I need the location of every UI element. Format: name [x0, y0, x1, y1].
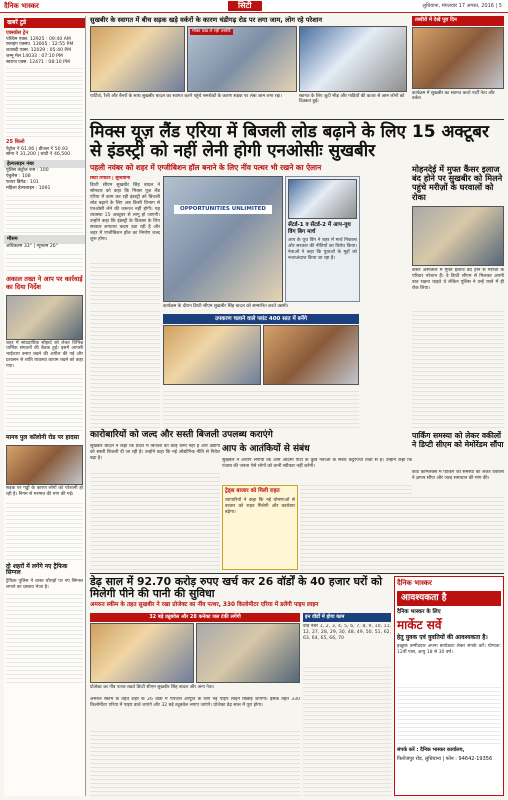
mid-body-2: सुखबीर ने आरोप लगाया कि आम आदमी पार्टी के कुछ नेताओं के संबंध कट्टरपंथी तत्वों से हैं। उन्होंने कहा कि पंजाब की जनता ऐसे लोगों को कभी स्वीकार नहीं करेगी। — [222, 458, 412, 469]
bottom-photo-band: 32 बड़े ट्यूबवेल और 28 कनेक्ट जल टंकी लगेंगी — [90, 613, 300, 622]
mid-photo-1 — [163, 325, 261, 385]
inset-body: आप के यूथ विंग ने शहर में मार्च निकाला और सरकार की नीतियों का विरोध किया। नेताओं ने कहा कि युवाओं के मुद्दों को नजरअंदाज किया जा रहा है। — [288, 237, 357, 261]
mid-photo-2 — [263, 325, 359, 385]
mid-body-1-lines — [90, 470, 220, 570]
mid-headline-1: कारोबारियों को जल्द और सस्ती बिजली उपलब्ध कराएंगे — [90, 430, 273, 440]
train-line: जम्मू मेल 14033 : 07:10 PM — [6, 53, 63, 59]
main-body-lines — [90, 262, 160, 304]
left-story2-headline: मानव पुल कॉलोनी रोड पर हादसा — [6, 434, 80, 442]
top-photo-3 — [299, 26, 407, 92]
bottom-body: अमरुत स्कीम के तहत शहर के 26 वॉर्डों में पेयजल आपूर्ति के लिए नई पाइप लाइन बिछाई जाएगी। इसके तहत 330 किलोमीटर एरिया में पाइप डाले जाएंगे और 32 बड़े ट्यूबवेल लगाए जाएंगे। प्रोजेक्ट डेढ़ साल में पूरा होगा। — [90, 697, 300, 708]
helpline-band: हेल्पलाइन नंबर — [4, 160, 85, 168]
train-line: शताब्दी एक्स. 12029 : 05:40 PM — [6, 48, 72, 54]
helpline-item: महिला हेल्पलाइन : 1091 — [6, 185, 51, 191]
left-story-body: शहर में सांप्रदायिक सौहार्द को लेकर विभिन्न धार्मिक संगठनों की बैठक हुई। इसमें आपसी भाईचारा बनाए रखने की अपील की गई और प्रशासन से शांति व्यवस्था कायम रखने को कहा गया। — [6, 340, 83, 369]
trade-inset-body: व्यापारियों ने कहा कि नई घोषणाओं से बाजार को राहत मिलेगी और कारोबार बढ़ेगा। — [225, 497, 295, 515]
bottom-caption: प्रोजेक्ट का नींव पत्थर रखते डिप्टी सीएम सुखबीर सिंह बादल और अन्य नेता। — [90, 685, 215, 690]
train-line: पश्चिम एक्स. 12925 : 09:40 AM — [6, 36, 71, 42]
top-photo-label: मौका देख ले रही तस्वीरें — [192, 29, 231, 34]
left-story3-body: ट्रैफिक पुलिस ने व्यस्त चौराहों पर नए सिग्नल लगाने का प्रस्ताव भेजा है। — [6, 579, 83, 591]
mid-headline-2: आप के आतंकियों से संबंध — [222, 444, 310, 454]
ward-box-body: वॉर्ड नंबर 1, 2, 3, 4, 5, 6, 7, 8, 9, 10, 11, 12, 27, 28, 29, 30, 48, 49, 50, 51, 62, 63, 64, 65, 66, 70 — [303, 624, 391, 641]
main-headline: मिक्स यूज़ लैंड एरिया में बिजली लोड बढ़ाने के लिए 15 अक्टूबर से इंडस्ट्री को नहीं लेनी होगी एनओसीः सुखबीर — [90, 122, 489, 162]
left-story3-lines — [6, 593, 83, 683]
brand-logo: दैनिक भास्कर — [4, 2, 39, 10]
left-story3-headline: दो शहरों में लगेंगे नए ट्रैफिक सिग्नल — [6, 562, 68, 577]
bottom-photo-1 — [90, 623, 194, 683]
inset-box — [285, 176, 360, 302]
mid-body-3: कोर्ट कॉम्प्लेक्स में पार्किंग की समस्या को लेकर वकीलों ने ज्ञापन सौंपा और जल्द समाधान की मांग की। — [412, 470, 504, 481]
main-body: डिप्टी सीएम सुखबीर सिंह बादल ने सोमवार को कहा कि मिक्स यूज़ लैंड एरिया में काम कर रही इंडस्ट्री को बिजली लोड बढ़ाने के लिए अब किसी विभाग से एनओसी लेने की जरूरत नहीं होगी। यह व्यवस्था 15 अक्टूबर से लागू हो जाएगी। उन्होंने कहा कि इंडस्ट्री के विकास के लिए सरकार लगातार कदम उठा रही है और शहर में एग्जीबिशन हॉल का निर्माण जल्द शुरू होगा। — [90, 182, 160, 242]
section-label: सिटी — [228, 1, 262, 11]
rate-line: सोना ₹ 31,200 | चांदी ₹ 46,500 — [6, 152, 71, 158]
side-body: कैंसर अस्पताल में मुफ्त इलाज बंद होने से मरीजों के परिवार परेशान हैं। वे डिप्टी सीएम से मिलकर अपनी बात रखना चाहते थे लेकिन पुलिस ने उन्हें रास्ते में ही रोक लिया। — [412, 268, 504, 291]
mid-body-3-lines — [412, 496, 504, 570]
helpline-item: एंबुलेंस : 108 — [6, 174, 31, 180]
job-advertisement — [394, 576, 504, 796]
top-headline: सुखबीर के स्वागत में बीच सड़क खड़े वर्करों के कारण चंडीगढ़ रोड पर लगा जाम, लोग रहे परेशान — [90, 16, 323, 24]
weather-band: मौसम — [4, 235, 85, 243]
left-story2-body: सड़क पर गड्ढों के कारण लोगों को परेशानी हो रही है। निगम से मरम्मत की मांग की गई। — [6, 486, 83, 497]
ad-body: इच्छुक उम्मीदवार अपना बायोडाटा लेकर संपर्क करें। योग्यता: 12वीं पास, आयु 18 से 30 वर्ष। — [397, 644, 501, 656]
left-story-lines — [6, 371, 83, 431]
mid-photo-caption-lines — [163, 388, 359, 428]
side-photo — [412, 206, 504, 266]
top-right-caption: कार्यक्रम में सुखबीर का स्वागत करते पार्टी नेता और वर्कर। — [412, 91, 495, 102]
mid-body-2-lines — [300, 485, 412, 570]
bottom-subhead: अमरुत स्कीम के तहत सुखबीर ने रखा प्रोजेक्ट का नींव पत्थर, 330 किलोमीटर एरिया में डलेंगी पाइप लाइन — [90, 602, 319, 608]
helpline-item: पुलिस कंट्रोल रूम : 100 — [6, 168, 49, 174]
helpline-lines — [6, 193, 83, 233]
top-right-photo — [412, 27, 504, 89]
ad-line2: हेतु युवक एवं युवतियों की आवश्यकता है। — [397, 633, 488, 641]
issue-date: लुधियाना, मंगलवार 17 अगस्त, 2016 | 5 — [422, 3, 502, 9]
left-box-title: खबरें टुडे — [4, 18, 85, 28]
divider — [90, 119, 504, 120]
side-continuation-lines — [412, 308, 504, 428]
ward-box-title: इन वॉर्डों में होगा काम — [303, 613, 391, 622]
bottom-body-lines — [90, 728, 300, 796]
left-story2-lines — [6, 500, 83, 560]
ad-big-text: मार्केट सर्वे — [397, 617, 442, 632]
weather-lines — [6, 251, 83, 271]
main-subhead: पहली नवंबर को शहर में एग्जीबिशन हॉल बनाने के लिए नींव पत्थर भी रखने का ऐलान — [90, 163, 322, 172]
main-byline: सिटी रिपोर्टर | लुधियाना — [90, 176, 131, 181]
inset-photo — [288, 179, 357, 219]
left-box2-title: 25 किलो — [6, 139, 25, 146]
col1-continuation-lines — [90, 310, 160, 428]
photo-band: उपकरण चलाने वाले प्लांट 400 सात में बनेंगे — [163, 314, 359, 324]
top-caption-2: स्वागत के लिए जुटी भीड़ और गाड़ियों की कतार से आम लोगों को दिक्कत हुई। — [299, 94, 405, 105]
mid-body-1: सुखबीर बादल ने कहा कि प्रदेश में बिजली की कोई कमी नहीं है और उद्योगों को सस्ती बिजली दी जा रही है। उन्होंने कहा कि नई औद्योगिक नीति से निवेश बढ़ा है। — [90, 444, 220, 461]
weather-text: अधिकतम 33° | न्यूनतम 26° — [6, 243, 59, 249]
schedule-lines — [6, 67, 83, 137]
ad-contact: फिरोजपुर रोड, लुधियाना | फोन : 94642-19356 — [397, 755, 493, 762]
left-box-sub: एक्सप्रेस ट्रेन — [6, 29, 29, 36]
bottom-photo-2 — [196, 623, 300, 683]
train-line: फ्लाइंग एक्सप. 13005 : 12:55 PM — [6, 42, 74, 48]
top-photo-1 — [90, 26, 185, 92]
trade-inset-title: ट्रेड्स बाजार को मिली राहत — [225, 488, 280, 494]
top-right-label: तस्वीरों में देखें पूरा दिन — [412, 16, 504, 26]
helpline-item: फायर ब्रिगेड : 101 — [6, 179, 39, 185]
ad-line1: दैनिक भास्कर के लिए — [397, 609, 441, 615]
inset-title: सेंटर्ड-1 व सेंटर्ड-2 में आप-यूथ विंग बिग मार्च — [288, 222, 351, 235]
side-headline: मोहनदेई में मुफ्त कैंसर इलाज बंद होने पर सुखबीर को मिलने पहुंचे मरीज़ों के घरवालों को रोका — [412, 164, 503, 202]
trade-inset — [222, 485, 298, 570]
divider — [90, 573, 504, 574]
bottom-headline: डेढ़ साल में 92.70 करोड़ रुपए खर्च कर 26 वॉर्डों के 40 हजार घरों को मिलेगी पीने की पानी की सुविधा — [90, 575, 383, 601]
ad-badge: आवश्यकता है — [397, 591, 501, 606]
ad-body-lines — [397, 684, 501, 744]
mid-headline-3: पार्किंग समस्या को लेकर वकीलों ने डिप्टी सीएम को मेमोरेंडम सौंपा — [412, 431, 504, 449]
left-column — [4, 16, 86, 796]
left-story-photo — [6, 295, 83, 340]
train-line: स्वराज एक्स. 12471 : 08:10 PM — [6, 59, 70, 65]
left-story-headline: अकाल तख्त ने आप पर कार्रवाई का दिया निर्देश — [6, 275, 83, 292]
main-photo — [163, 176, 283, 302]
ward-box-lines — [303, 666, 391, 796]
rate-line: पेट्रोल ₹ 61.06 | डीजल ₹ 50.93 — [6, 146, 68, 152]
ad-contact-label: संपर्क करें : दैनिक भास्कर कार्यालय, — [397, 747, 465, 754]
left-story2-photo — [6, 445, 83, 485]
main-photo-banner: OPPORTUNITIES UNLIMITED — [174, 205, 272, 214]
top-caption-1: पार्टियां, रैली और बैनरों के साथ सुखबीर बादल का स्वागत करने पहुंचे समर्थकों के कारण सड़क पर लंबा जाम लगा रहा। — [90, 94, 282, 99]
main-photo-caption: कार्यक्रम के दौरान डिप्टी सीएम सुखबीर सिंह बादल को सम्मानित करते उद्यमी। — [163, 304, 289, 309]
top-photo-2 — [187, 26, 297, 92]
ad-brand: दैनिक भास्कर — [397, 579, 432, 587]
